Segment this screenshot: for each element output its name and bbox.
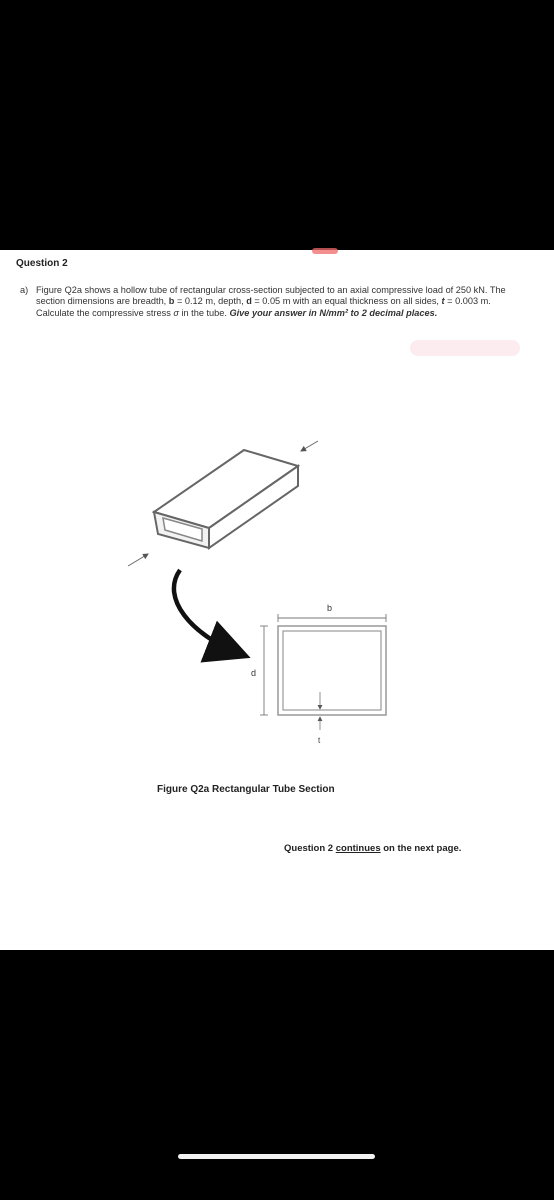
symbol-d: d bbox=[246, 296, 252, 307]
pink-highlight-smudge bbox=[410, 340, 520, 356]
continues-note bbox=[284, 843, 461, 854]
top-black-area bbox=[0, 0, 554, 250]
load-arrow-right bbox=[301, 441, 318, 451]
cross-section bbox=[251, 603, 386, 745]
symbol-sigma: σ bbox=[173, 307, 179, 318]
question-text-part-1: Figure Q2a shows a hollow tube of rectangular cross-section subjected to an axial compressive load of 250 kN. The section dimensions are breadth, bbox=[36, 285, 506, 307]
question-body bbox=[20, 285, 524, 319]
symbol-b: b bbox=[168, 296, 175, 307]
value-d: = 0.05 m with an equal thickness on all sides, bbox=[251, 296, 442, 307]
section-arrow bbox=[174, 570, 238, 653]
continues-word: continues bbox=[335, 843, 381, 854]
dimension-label-t: t bbox=[318, 736, 321, 745]
figure-q2a bbox=[120, 430, 420, 760]
continues-prefix: Question 2 bbox=[284, 843, 336, 854]
dimension-label-d: d bbox=[251, 668, 257, 678]
symbol-t: t bbox=[441, 296, 445, 307]
value-b: = 0.12 m, depth, bbox=[174, 296, 247, 307]
question-part-label: a) bbox=[20, 285, 29, 295]
load-arrow-left bbox=[128, 554, 148, 566]
continues-suffix: on the next page. bbox=[380, 843, 462, 854]
question-text-part-2: in the tube. bbox=[178, 307, 230, 318]
answer-instruction: Give your answer in N/mm² to 2 decimal places. bbox=[229, 307, 438, 318]
bottom-black-area bbox=[0, 950, 554, 1200]
value-t: = 0.003 m. Calculate the compressive stress bbox=[36, 296, 491, 318]
rectangular-tube-diagram bbox=[120, 430, 420, 760]
dimension-label-b: b bbox=[327, 603, 333, 613]
figure-caption: Figure Q2a Rectangular Tube Section bbox=[157, 784, 335, 795]
red-annotation-mark bbox=[312, 248, 338, 254]
tube-3d bbox=[154, 450, 298, 548]
question-title: Question 2 bbox=[16, 258, 68, 269]
home-indicator[interactable] bbox=[178, 1154, 375, 1159]
